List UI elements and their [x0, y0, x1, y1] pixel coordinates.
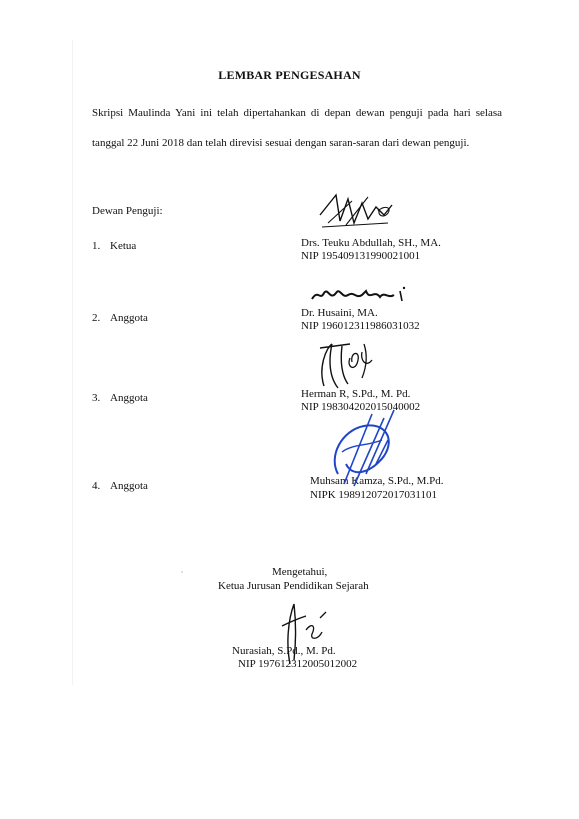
examiner-3-number: 3. [92, 392, 101, 404]
examiner-2-nip: NIP 196012311986031032 [301, 320, 420, 332]
examiners-heading: Dewan Penguji: [92, 205, 163, 217]
examiner-2-name: Dr. Husaini, MA. [301, 307, 378, 319]
examiner-1-name: Drs. Teuku Abdullah, SH., MA. [301, 237, 441, 249]
examiner-1-number: 1. [92, 240, 101, 252]
signature-approval [276, 596, 336, 666]
examiner-3-name: Herman R, S.Pd., M. Pd. [301, 388, 411, 400]
examiner-2-number: 2. [92, 312, 101, 324]
signature-2 [310, 285, 410, 305]
scan-margin-line [72, 40, 73, 685]
examiner-4-role: Anggota [110, 480, 148, 492]
signature-4 [324, 404, 404, 494]
signature-1 [318, 193, 398, 233]
examiner-4-name: Muhsam Kamza, S.Pd., M.Pd. [310, 475, 444, 487]
page-title: LEMBAR PENGESAHAN [218, 68, 361, 82]
examiner-4-nip: NIPK 198912072017031101 [310, 489, 438, 501]
examiner-4-number: 4. [92, 480, 101, 492]
signature-3 [316, 338, 376, 390]
approval-position: Ketua Jurusan Pendidikan Sejarah [218, 580, 369, 592]
examiner-1-role: Ketua [110, 240, 137, 252]
examiner-3-nip: NIP 198304202015040002 [301, 401, 421, 413]
approval-nip: NIP 197612312005012002 [238, 658, 358, 670]
approval-label: Mengetahui, [272, 566, 328, 578]
scan-speck [180, 570, 184, 574]
examiner-3-role: Anggota [110, 392, 148, 404]
examiner-2-role: Anggota [110, 312, 148, 324]
approval-name: Nurasiah, S.Pd., M. Pd. [232, 645, 336, 657]
examiner-1-nip: NIP 195409131990021001 [301, 250, 421, 262]
statement-paragraph: Skripsi Maulinda Yani ini telah dipertahankan di depan dewan penguji pada hari selasa tanggal 22 Juni 2018 dan telah direvisi sesuai dengan saran-saran dari dewan penguji. [92, 107, 502, 149]
